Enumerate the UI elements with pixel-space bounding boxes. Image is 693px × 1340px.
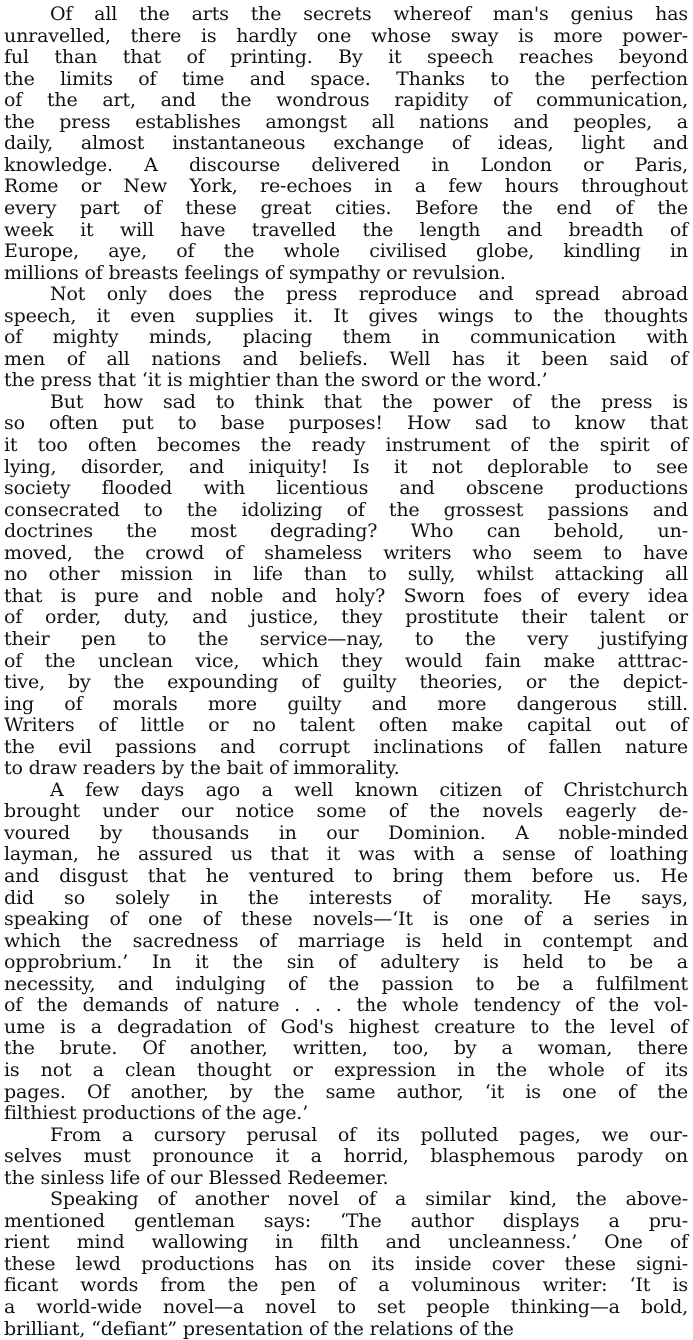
text-line: Not only does the press reproduce and spread abroad (50, 283, 688, 306)
document-page (4, 0, 688, 1340)
text-line: the sinless life of our Blessed Redeemer. (4, 1166, 389, 1189)
text-line: of order, duty, and justice, they prostitute their talent or (4, 606, 688, 629)
text-line: daily, almost instantaneous exchange of ideas, light and (4, 132, 688, 155)
text-line: moved, the crowd of shameless writers who seem to have (4, 541, 688, 564)
text-line: voured by thousands in our Dominion. A noble-minded (4, 821, 688, 844)
text-line: necessity, and indulging of the passion to be a fulfilment (4, 972, 688, 995)
text-line: speaking of one of these novels—‘It is one of a series in (4, 908, 688, 931)
text-line: speech, it even supplies it. It gives wings to the thoughts (4, 304, 688, 327)
text-line: society flooded with licentious and obscene productions (4, 477, 688, 500)
text-line: which the sacredness of marriage is held in contempt and (4, 929, 688, 952)
text-line: doctrines the most degrading? Who can behold, un- (4, 520, 688, 543)
text-line: mentioned gentleman says: ‘The author displays a pru- (4, 1209, 688, 1232)
text-line: is not a clean thought or expression in the whole of its (4, 1058, 688, 1081)
text-line: it too often becomes the ready instrument of the spirit of (4, 434, 688, 456)
text-line: Writers of little or no talent often make capital out of (4, 714, 688, 737)
text-line: of the demands of nature . . . the whole tendency of the vol- (4, 994, 688, 1017)
text-line: brought under our notice some of the novels eagerly de- (4, 800, 688, 823)
text-line: of mighty minds, placing them in communication with (4, 326, 688, 349)
text-line: of the art, and the wondrous rapidity of communication, (4, 89, 688, 112)
text-line: men of all nations and beliefs. Well has it been said of (4, 347, 688, 370)
text-line: pages. Of another, by the same author, ‘it is one of the (4, 1080, 688, 1103)
text-line: the press that ‘it is mightier than the sword or the word.’ (4, 369, 548, 392)
text-line: ume is a degradation of God's highest creature to the level of (4, 1015, 688, 1038)
text-line: layman, he assured us that it was with a sense of loathing (4, 843, 688, 866)
text-line: unravelled, there is hardly one whose sway is more power- (4, 24, 688, 47)
text-line: so often put to base purposes! How sad to know that (4, 412, 688, 435)
text-line: ficant words from the pen of a voluminous writer: ‘It is (4, 1274, 688, 1297)
text-line: But how sad to think that the power of the press is (50, 390, 688, 413)
text-line: opprobrium.’ In it the sin of adultery is held to be a (4, 951, 688, 974)
text-line: week it will have travelled the length and breadth of (4, 218, 688, 241)
text-line: no other mission in life than to sully, whilst attacking all (4, 563, 688, 586)
text-line: Speaking of another novel of a similar kind, the above- (50, 1188, 688, 1211)
text-line: knowledge. A discourse delivered in London or Paris, (4, 153, 688, 176)
text-line: a world-wide novel—a novel to set people thinking—a bold, (4, 1296, 688, 1318)
text-line: From a cursory perusal of its polluted pages, we our- (50, 1123, 688, 1146)
text-line: selves must pronounce it a horrid, blasphemous parody on (4, 1145, 688, 1168)
text-line: did so solely in the interests of morality. He says, (4, 886, 688, 909)
text-line: of the unclean vice, which they would fain make atttrac- (4, 649, 688, 672)
text-line: the press establishes amongst all nations and peoples, a (4, 110, 688, 133)
text-line: rient mind wallowing in filth and uncleanness.’ One of (4, 1231, 688, 1254)
text-line: Rome or New York, re-echoes in a few hours throughout (4, 175, 688, 198)
text-line: to draw readers by the bait of immorality. (4, 757, 400, 780)
text-line: these lewd productions has on its inside cover these signi- (4, 1252, 688, 1275)
text-line: the evil passions and corrupt inclinations of fallen nature (4, 735, 688, 758)
text-line: and disgust that he ventured to bring them before us. He (4, 865, 688, 887)
text-line: A few days ago a well known citizen of Christchurch (50, 778, 688, 801)
text-line: filthiest productions of the age.’ (4, 1102, 309, 1125)
text-line: Europe, aye, of the whole civilised globe, kindling in (4, 240, 688, 263)
text-line: the brute. Of another, written, too, by a woman, there (4, 1037, 688, 1060)
text-line: their pen to the service—nay, to the very justifying (4, 627, 688, 650)
text-line: that is pure and noble and holy? Sworn foes of every idea (4, 584, 688, 607)
text-line: millions of breasts feelings of sympathy or revulsion. (4, 261, 506, 284)
text-line: brilliant, “defiant” presentation of the relations of the (4, 1317, 514, 1340)
text-line: lying, disorder, and iniquity! Is it not deplorable to see (4, 455, 688, 478)
text-line: tive, by the expounding of guilty theories, or the depict- (4, 671, 688, 694)
text-line: ful than that of printing. By it speech reaches beyond (4, 46, 688, 69)
text-line: Of all the arts the secrets whereof man's genius has (50, 3, 688, 25)
text-line: every part of these great cities. Before the end of the (4, 196, 688, 219)
text-line: ing of morals more guilty and more dangerous still. (4, 692, 688, 715)
text-line: consecrated to the idolizing of the grossest passions and (4, 498, 688, 521)
text-line: the limits of time and space. Thanks to the perfection (4, 67, 688, 90)
